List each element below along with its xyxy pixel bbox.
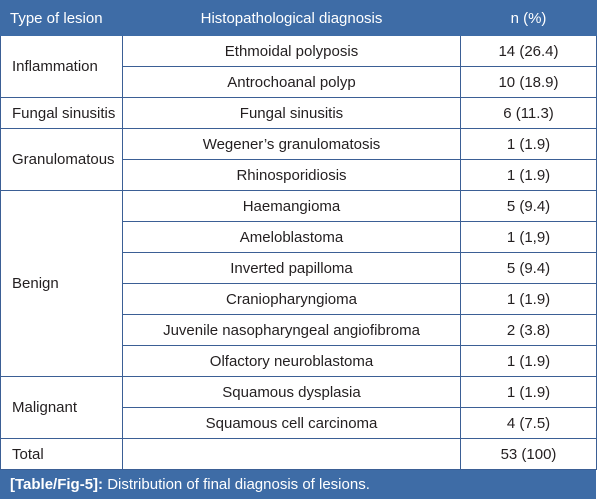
lesion-type-cell: Fungal sinusitis: [1, 98, 123, 129]
diagnosis-cell: Juvenile nasopharyngeal angiofibroma: [123, 315, 461, 346]
count-cell: 5 (9.4): [461, 191, 597, 222]
total-label: Total: [1, 439, 123, 470]
count-cell: 6 (11.3): [461, 98, 597, 129]
diagnosis-cell: Wegener’s granulomatosis: [123, 129, 461, 160]
lesion-type-cell: Granulomatous: [1, 129, 123, 191]
diagnosis-cell: Squamous dysplasia: [123, 377, 461, 408]
diagnosis-cell: Inverted papilloma: [123, 253, 461, 284]
caption-text: Distribution of final diagnosis of lesions.: [107, 476, 370, 493]
count-cell: 1 (1,9): [461, 222, 597, 253]
header-histopathological-diagnosis: Histopathological diagnosis: [123, 1, 461, 36]
diagnosis-cell: Squamous cell carcinoma: [123, 408, 461, 439]
count-cell: 1 (1.9): [461, 129, 597, 160]
table-row: [1, 377, 597, 408]
total-diagnosis-empty: [123, 439, 461, 470]
table-row: [1, 98, 597, 129]
header-count-percent: n (%): [461, 1, 597, 36]
diagnosis-cell: Rhinosporidiosis: [123, 160, 461, 191]
diagnosis-cell: Fungal sinusitis: [123, 98, 461, 129]
total-row: [1, 439, 597, 470]
count-cell: 4 (7.5): [461, 408, 597, 439]
diagnosis-cell: Olfactory neuroblastoma: [123, 346, 461, 377]
table-header: [1, 1, 597, 36]
header-row: [1, 1, 597, 36]
table-caption: [0, 470, 596, 499]
count-cell: 1 (1.9): [461, 284, 597, 315]
table-row: [1, 191, 597, 222]
diagnosis-cell: Antrochoanal polyp: [123, 67, 461, 98]
table-row: [1, 36, 597, 67]
lesion-type-cell: Inflammation: [1, 36, 123, 98]
count-cell: 10 (18.9): [461, 67, 597, 98]
lesion-type-cell: Malignant: [1, 377, 123, 439]
count-cell: 5 (9.4): [461, 253, 597, 284]
table-body: [1, 36, 597, 470]
diagnosis-cell: Haemangioma: [123, 191, 461, 222]
caption-label: [Table/Fig-5]:: [10, 476, 104, 493]
count-cell: 14 (26.4): [461, 36, 597, 67]
diagnosis-cell: Craniopharyngioma: [123, 284, 461, 315]
diagnosis-cell: Ethmoidal polyposis: [123, 36, 461, 67]
count-cell: 1 (1.9): [461, 377, 597, 408]
count-cell: 2 (3.8): [461, 315, 597, 346]
table-row: [1, 129, 597, 160]
count-cell: 1 (1.9): [461, 346, 597, 377]
total-count: 53 (100): [461, 439, 597, 470]
diagnosis-cell: Ameloblastoma: [123, 222, 461, 253]
lesion-type-cell: Benign: [1, 191, 123, 377]
header-type-of-lesion: Type of lesion: [1, 1, 123, 36]
count-cell: 1 (1.9): [461, 160, 597, 191]
